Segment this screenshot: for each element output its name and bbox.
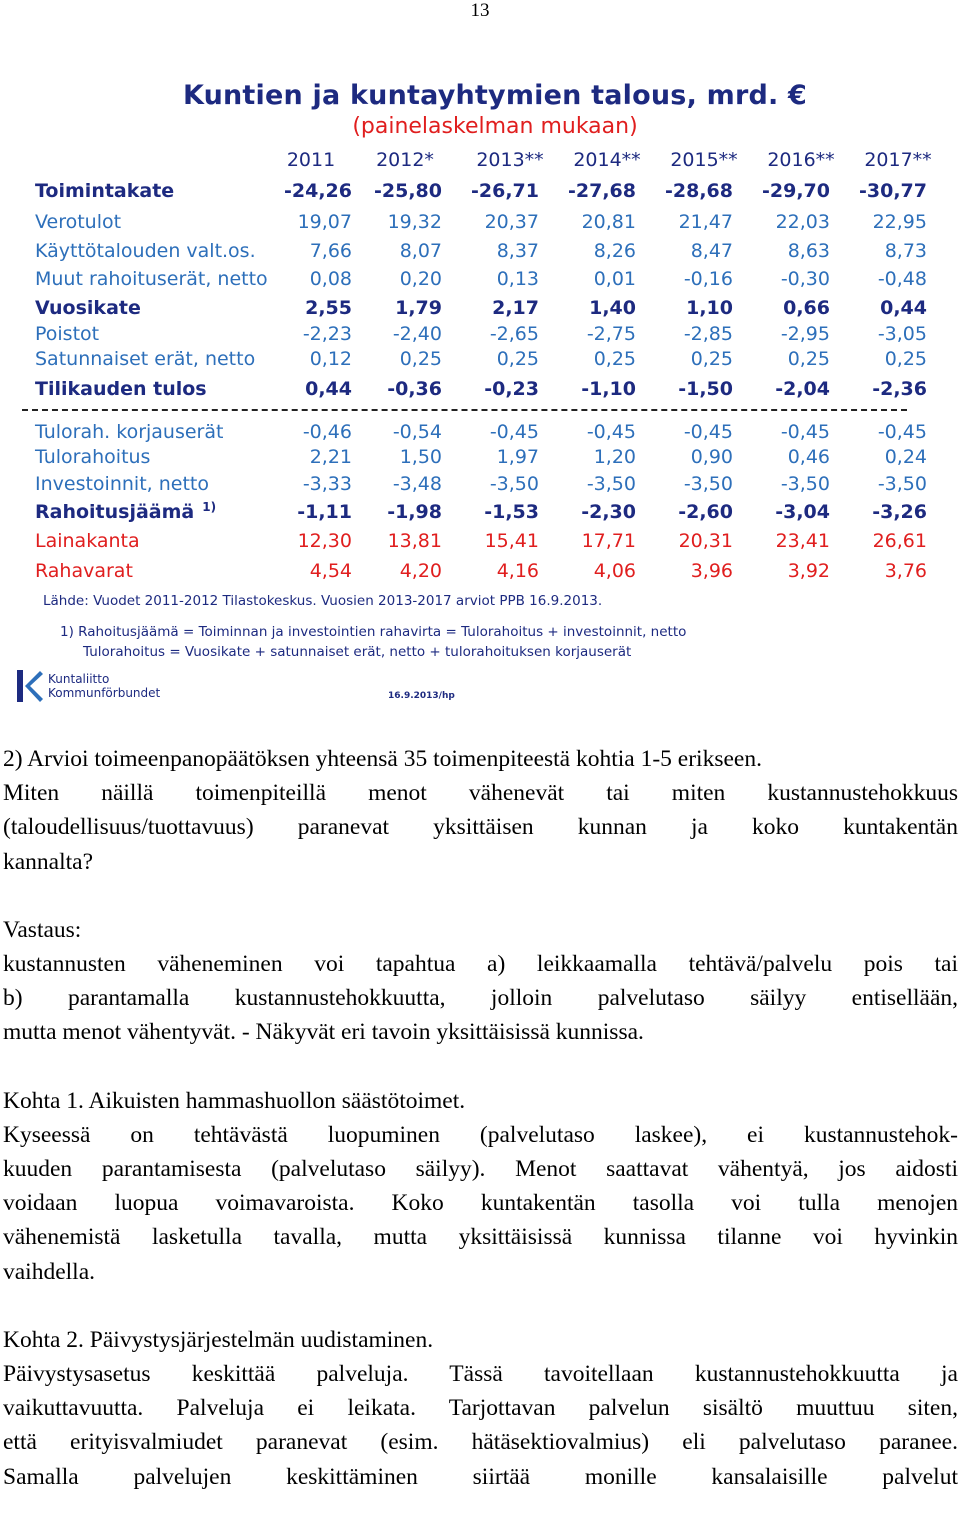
kuntaliitto-logo (14, 668, 214, 708)
section-heading: Kohta 2. Päivystysjärjestelmän uudistaminen. (3, 1326, 434, 1353)
table-cell: -3,50 (683, 473, 733, 495)
table-cell: -24,26 (284, 180, 352, 202)
table-cell: 0,01 (593, 268, 636, 290)
table-cell: -2,30 (581, 501, 636, 523)
table-cell: 0,25 (496, 348, 539, 370)
answer-label: Vastaus: (3, 916, 82, 943)
table-cell: 23,41 (775, 530, 830, 552)
question-line: 2) Arvioi toimeenpanopäätöksen yhteensä 35 toimenpiteestä kohtia 1-5 erikseen. (3, 746, 762, 772)
paragraph-line: voidaan luopua voimavaroista. Koko kuntakentän tasolla voi tulla menojen (3, 1190, 958, 1217)
table-cell: 20,37 (484, 211, 539, 233)
question-line: Miten näillä toimenpiteillä menot vähenevät tai miten kustannustehokkuus (3, 780, 958, 807)
table-cell: -2,04 (775, 378, 830, 400)
table-cell: 22,03 (775, 211, 830, 233)
table-cell: -3,50 (489, 473, 539, 495)
table-cell: -2,85 (683, 323, 733, 345)
row-label: Investoinnit, netto (35, 473, 209, 495)
table-cell: 20,81 (581, 211, 636, 233)
year-header: 2011 (286, 149, 336, 171)
table-cell: 0,90 (690, 446, 733, 468)
figure-date: 16.9.2013/hp (388, 691, 455, 701)
table-cell: -0,16 (683, 268, 733, 290)
row-label: Käyttötalouden valt.os. (35, 240, 256, 262)
table-cell: 1,50 (399, 446, 442, 468)
table-row (0, 501, 960, 527)
row-label: Poistot (35, 323, 100, 345)
table-cell: 2,17 (492, 297, 539, 319)
table-cell: 3,96 (690, 560, 733, 582)
table-cell: 0,13 (496, 268, 539, 290)
row-label: Verotulot (35, 211, 122, 233)
table-cell: -3,05 (877, 323, 927, 345)
row-label: Rahavarat (35, 560, 133, 582)
table-cell: -2,65 (489, 323, 539, 345)
year-header: 2016** (767, 149, 835, 171)
answer-line: b) parantamalla kustannustehokkuutta, jolloin palvelutaso säilyy entisellään, (3, 985, 958, 1012)
table-cell: 1,79 (395, 297, 442, 319)
finance-table-figure (0, 70, 960, 710)
table-cell: 8,07 (399, 240, 442, 262)
table-cell: -3,48 (392, 473, 442, 495)
row-label (35, 501, 216, 523)
table-cell: -0,46 (302, 421, 352, 443)
table-cell: 20,31 (678, 530, 733, 552)
table-cell: 19,32 (387, 211, 442, 233)
table-cell: -25,80 (374, 180, 442, 202)
table-cell: 0,25 (593, 348, 636, 370)
year-header: 2017** (864, 149, 932, 171)
table-cell: 26,61 (872, 530, 927, 552)
table-cell: -3,50 (586, 473, 636, 495)
table-row (0, 180, 960, 206)
year-header: 2015** (670, 149, 738, 171)
row-label-text: Rahoitusjäämä (35, 501, 195, 523)
paragraph-line: vaikuttavuutta. Palveluja ei leikata. Tarjottavan palvelun sisältö muuttuu siten, (3, 1395, 958, 1422)
table-row (0, 421, 960, 447)
table-cell: 4,20 (399, 560, 442, 582)
table-cell: 8,73 (884, 240, 927, 262)
year-header: 2013** (476, 149, 544, 171)
logo-line-1: Kuntaliitto (48, 672, 110, 686)
table-cell: 7,66 (309, 240, 352, 262)
table-cell: -27,68 (568, 180, 636, 202)
table-cell: 8,63 (787, 240, 830, 262)
table-cell: -28,68 (665, 180, 733, 202)
table-cell: 0,25 (884, 348, 927, 370)
table-cell: -2,36 (872, 378, 927, 400)
table-cell: -29,70 (762, 180, 830, 202)
paragraph-line: Samalla palvelujen keskittäminen siirtää monille kansalaisille palvelut (3, 1463, 958, 1490)
table-cell: -3,50 (877, 473, 927, 495)
table-cell: 1,97 (496, 446, 539, 468)
table-cell: 3,92 (787, 560, 830, 582)
table-row (0, 268, 960, 294)
question-line: kannalta? (3, 848, 94, 875)
table-cell: -3,04 (775, 501, 830, 523)
table-cell: 22,95 (872, 211, 927, 233)
source-note: Lähde: Vuodet 2011-2012 Tilastokeskus. Vuosien 2013-2017 arviot PPB 16.9.2013. (43, 593, 603, 609)
row-label: Tulorah. korjauserät (35, 421, 224, 443)
table-cell: -3,50 (780, 473, 830, 495)
table-cell: 0,12 (309, 348, 352, 370)
row-label: Tilikauden tulos (35, 378, 207, 400)
year-header-row (0, 149, 960, 175)
table-cell: 2,21 (309, 446, 352, 468)
table-cell: 0,25 (787, 348, 830, 370)
table-cell: -30,77 (859, 180, 927, 202)
figure-subtitle: (painelaskelman mukaan) (352, 114, 638, 139)
table-cell: -0,48 (877, 268, 927, 290)
paragraph-line: että erityisvalmiudet paranevat (esim. hätäsektiovalmius) eli palvelutaso paranee. (3, 1429, 958, 1456)
table-cell: 13,81 (387, 530, 442, 552)
table-row (0, 211, 960, 237)
table-cell: 12,30 (297, 530, 352, 552)
paragraph-line: Päivystysasetus keskittää palveluja. Tässä tavoitellaan kustannustehokkuutta ja (3, 1361, 958, 1388)
table-row (0, 348, 960, 374)
figure-title: Kuntien ja kuntayhtymien talous, mrd. € (182, 80, 808, 111)
table-cell: -0,45 (877, 421, 927, 443)
table-cell: 4,06 (593, 560, 636, 582)
table-row (0, 560, 960, 586)
footnote-marker: 1) (202, 500, 217, 514)
table-cell: 17,71 (581, 530, 636, 552)
answer-line: kustannusten väheneminen voi tapahtua a) leikkaamalla tehtävä/palvelu pois tai (3, 951, 958, 978)
dashed-divider (22, 409, 907, 411)
table-cell: -2,95 (780, 323, 830, 345)
table-row (0, 446, 960, 472)
table-cell: -1,10 (581, 378, 636, 400)
table-row (0, 297, 960, 323)
table-cell: -2,60 (678, 501, 733, 523)
table-cell: -1,53 (484, 501, 539, 523)
table-cell: 0,46 (787, 446, 830, 468)
table-cell: 1,20 (593, 446, 636, 468)
table-cell: 15,41 (484, 530, 539, 552)
paragraph-line: Kyseessä on tehtävästä luopuminen (palvelutaso laskee), ei kustannustehok- (3, 1121, 958, 1148)
table-cell: 0,25 (399, 348, 442, 370)
table-cell: -1,98 (387, 501, 442, 523)
table-cell: -1,11 (297, 501, 352, 523)
table-cell: -3,26 (872, 501, 927, 523)
table-cell: 8,26 (593, 240, 636, 262)
question-line: (taloudellisuus/tuottavuus) paranevat yksittäisen kunnan ja koko kuntakentän (3, 814, 958, 841)
table-cell: 0,20 (399, 268, 442, 290)
table-cell: -0,54 (392, 421, 442, 443)
logo-line-2: Kommunförbundet (48, 686, 161, 700)
table-row (0, 323, 960, 349)
footnote-line-2: Tulorahoitus = Vuosikate + satunnaiset erät, netto + tulorahoituksen korjauserät (83, 644, 632, 660)
table-cell: 1,40 (589, 297, 636, 319)
table-cell: 0,25 (690, 348, 733, 370)
table-cell: 4,16 (496, 560, 539, 582)
table-cell: -2,75 (586, 323, 636, 345)
table-cell: 0,66 (783, 297, 830, 319)
paragraph-line: vaihdella. (3, 1258, 96, 1285)
table-cell: -2,23 (302, 323, 352, 345)
table-cell: -0,45 (586, 421, 636, 443)
table-cell: 21,47 (678, 211, 733, 233)
section-heading: Kohta 1. Aikuisten hammashuollon säästötoimet. (3, 1087, 466, 1114)
table-row (0, 378, 960, 404)
table-cell: 2,55 (305, 297, 352, 319)
table-cell: 0,08 (309, 268, 352, 290)
table-cell: 0,24 (884, 446, 927, 468)
paragraph-line: vähenemistä lasketulla tavalla, mutta yksittäisissä kunnissa tilanne voi hyvinkin (3, 1224, 958, 1251)
table-cell: -1,50 (678, 378, 733, 400)
row-label: Toimintakate (35, 180, 175, 202)
table-cell: 8,47 (690, 240, 733, 262)
table-row (0, 530, 960, 556)
page-number: 13 (470, 0, 490, 21)
body-text (3, 742, 958, 1494)
table-cell: 0,44 (305, 378, 352, 400)
table-cell: -0,45 (780, 421, 830, 443)
paragraph-line: kuuden parantamisesta (palvelutaso säilyy). Menot saattavat vähentyä, jos aidosti (3, 1156, 958, 1183)
row-label: Lainakanta (35, 530, 140, 552)
table-cell: 8,37 (496, 240, 539, 262)
table-cell: -0,30 (780, 268, 830, 290)
table-cell: 0,44 (880, 297, 927, 319)
table-cell: -0,45 (489, 421, 539, 443)
row-label: Tulorahoitus (35, 446, 151, 468)
year-header: 2014** (573, 149, 641, 171)
row-label: Muut rahoituserät, netto (35, 268, 268, 290)
table-cell: 1,10 (686, 297, 733, 319)
table-row (0, 473, 960, 499)
kuntaliitto-logo-icon (14, 668, 44, 704)
table-cell: -2,40 (392, 323, 442, 345)
table-row (0, 240, 960, 266)
table-cell: 3,76 (884, 560, 927, 582)
footnote-line-1: 1) Rahoitusjäämä = Toiminnan ja investointien rahavirta = Tulorahoitus + investoinnit, netto (60, 624, 687, 640)
table-cell: -3,33 (302, 473, 352, 495)
table-cell: -0,23 (484, 378, 539, 400)
year-header: 2012* (376, 149, 434, 171)
table-cell: 4,54 (309, 560, 352, 582)
logo-text (48, 672, 160, 700)
row-label: Satunnaiset erät, netto (35, 348, 256, 370)
table-cell: -0,36 (387, 378, 442, 400)
table-cell: 19,07 (297, 211, 352, 233)
row-label: Vuosikate (35, 297, 141, 319)
table-cell: -0,45 (683, 421, 733, 443)
table-cell: -26,71 (471, 180, 539, 202)
answer-line: mutta menot vähentyvät. - Näkyvät eri tavoin yksittäisissä kunnissa. (3, 1019, 644, 1046)
